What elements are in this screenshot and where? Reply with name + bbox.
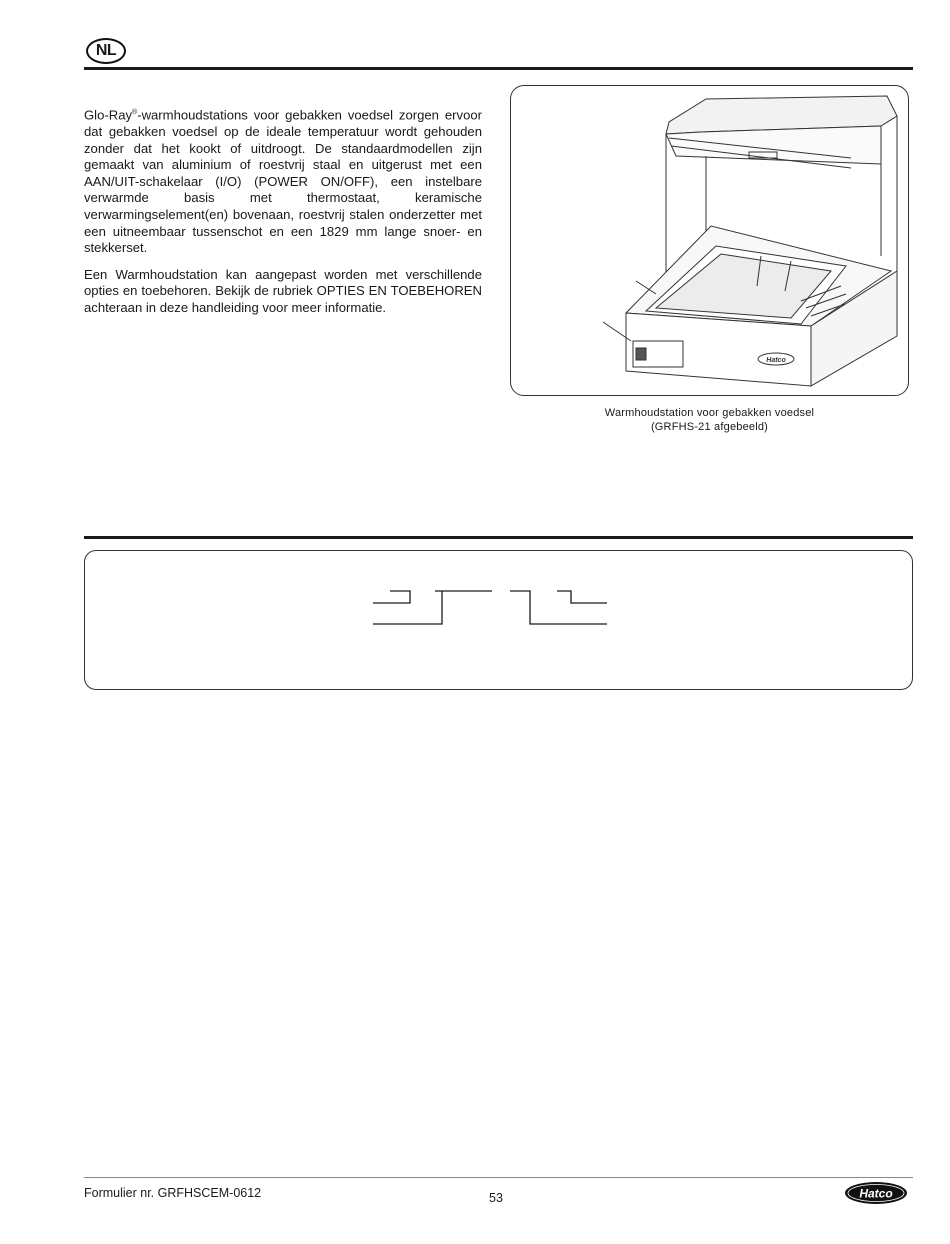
header-rule [84, 67, 913, 70]
product-illustration-frame [510, 85, 909, 396]
form-number: Formulier nr. GRFHSCEM-0612 [84, 1186, 262, 1200]
hatco-logo [843, 1180, 909, 1211]
illustration-logo: Hatco [766, 357, 786, 364]
section-rule [84, 536, 913, 539]
svg-text:Hatco: Hatco [859, 1186, 893, 1201]
figure-caption: Warmhoudstation voor gebakken voedsel (GRFHS-21 afgebeeld) [604, 407, 815, 433]
intro-text [84, 105, 482, 326]
intro-paragraph-2: Een Warmhoudstation kan aangepast worden met verschillende opties en toebehoren. Bekijk de rubriek OPTIES EN TOEBEHOREN achteraan in deze handleiding voor meer informatie. [84, 266, 482, 315]
intro-paragraph-1: Glo-Ray®-warmhoudstations voor gebakken voedsel zorgen ervoor dat gebakken voedsel op de ideale temperatuur wordt gehouden zonder dat het kookt of uitdroogt. De standaardmodellen zijn gemaakt van aluminium of roestvrij staal en uitgerust met een AAN/UIT-schakelaar (I/O) (POWER ON/OFF), een instelbare verwarmde basis met thermostaat, keramische verwarmingselement(en) bovenaan, roestvrij stalen onderzetter met een uitneembaar tussenschot en een 1829 mm lange snoer- en stekkerset. [84, 107, 482, 256]
language-badge: NL [86, 38, 126, 64]
warming-station-illustration [511, 86, 909, 396]
page-number: 53 [489, 1191, 503, 1205]
model-designation-box [84, 550, 913, 690]
model-designation-diagram [85, 551, 914, 691]
footer-rule [84, 1177, 913, 1178]
